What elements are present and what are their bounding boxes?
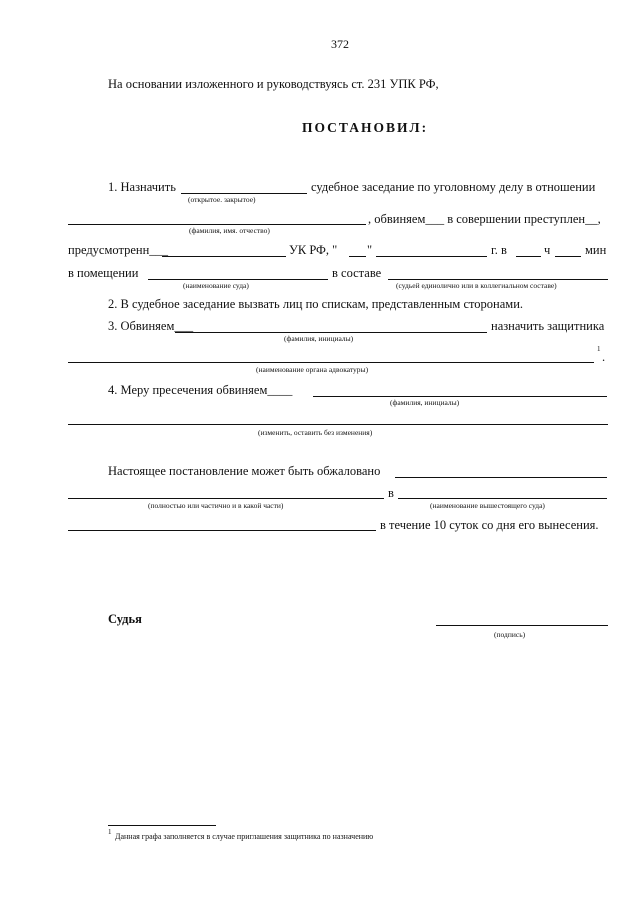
minute-blank bbox=[555, 256, 581, 257]
hint-higher-court: (наименование вышестоящего суда) bbox=[430, 501, 545, 510]
item1-prefix: 1. Назначить bbox=[108, 180, 176, 194]
hint-accused-name: (фамилия, имя. отчество) bbox=[189, 226, 270, 235]
bar-blank bbox=[68, 362, 594, 363]
year-text: г. в bbox=[491, 243, 507, 257]
hint-signature: (подпись) bbox=[494, 630, 526, 639]
composition-blank bbox=[388, 279, 608, 280]
provided-text: предусмотренн___ bbox=[68, 243, 169, 257]
signature-blank bbox=[436, 625, 608, 626]
appeal-part-blank bbox=[68, 498, 384, 499]
judge-label: Судья bbox=[108, 612, 142, 626]
item3-prefix: 3. Обвиняем___ bbox=[108, 319, 194, 333]
session-type-blank bbox=[181, 193, 307, 194]
appeal-extra-blank bbox=[68, 530, 376, 531]
court-blank bbox=[148, 279, 328, 280]
appeal-in: в bbox=[388, 486, 394, 500]
hint-session-type: (открытое. закрытое) bbox=[188, 195, 256, 204]
document-title: ПОСТАНОВИЛ: bbox=[302, 120, 429, 135]
item4-name-blank bbox=[313, 396, 607, 397]
hint-court: (наименование суда) bbox=[183, 281, 249, 290]
item3-name-blank bbox=[175, 332, 487, 333]
measure-blank bbox=[68, 424, 608, 425]
composition-text: в составе bbox=[332, 266, 382, 280]
item3-dot: . bbox=[602, 350, 606, 364]
item4-prefix: 4. Меру пресечения обвиняем____ bbox=[108, 383, 293, 397]
footnote-separator bbox=[108, 825, 216, 826]
item3-suffix: назначить защитника bbox=[491, 319, 605, 333]
minute-text: мин bbox=[585, 243, 607, 257]
hint-composition: (судьей единолично или в коллегиальном составе) bbox=[396, 281, 557, 290]
footnote-mark: 1 bbox=[108, 828, 112, 836]
month-blank bbox=[376, 256, 487, 257]
hour-text: ч bbox=[544, 243, 551, 257]
accused-name-blank bbox=[68, 224, 366, 225]
item2-text: 2. В судебное заседание вызвать лиц по спискам, представленным сторонами. bbox=[108, 297, 524, 311]
appeal-blank bbox=[395, 477, 607, 478]
article-blank bbox=[162, 256, 286, 257]
intro-text: На основании изложенного и руководствуясь ст. 231 УПК РФ, bbox=[108, 77, 439, 91]
article-text: УК РФ, " bbox=[289, 243, 338, 257]
hint-appeal-part: (полностью или частично и в какой части) bbox=[148, 501, 284, 510]
hint-bar: (наименование органа адвокатуры) bbox=[256, 365, 369, 374]
footnote-text: Данная графа заполняется в случае приглашения защитника по назначению bbox=[115, 832, 374, 841]
room-text: в помещении bbox=[68, 266, 139, 280]
hint-item4-name: (фамилия, инициалы) bbox=[390, 398, 460, 407]
day-blank bbox=[349, 256, 366, 257]
appeal-term: в течение 10 суток со дня его вынесения. bbox=[380, 518, 599, 532]
accused-suffix: , обвиняем___ в совершении преступлен__, bbox=[368, 212, 601, 226]
quote-mark: " bbox=[367, 243, 373, 257]
hint-item3-name: (фамилия, инициалы) bbox=[284, 334, 354, 343]
footnote-ref: 1 bbox=[597, 345, 601, 353]
appeal-text: Настоящее постановление может быть обжаловано bbox=[108, 464, 381, 478]
hint-measure: (изменить, оставить без изменения) bbox=[258, 428, 373, 437]
item1-suffix: судебное заседание по уголовному делу в отношении bbox=[311, 180, 596, 194]
hour-blank bbox=[516, 256, 541, 257]
higher-court-blank bbox=[398, 498, 607, 499]
page-number: 372 bbox=[331, 37, 349, 51]
